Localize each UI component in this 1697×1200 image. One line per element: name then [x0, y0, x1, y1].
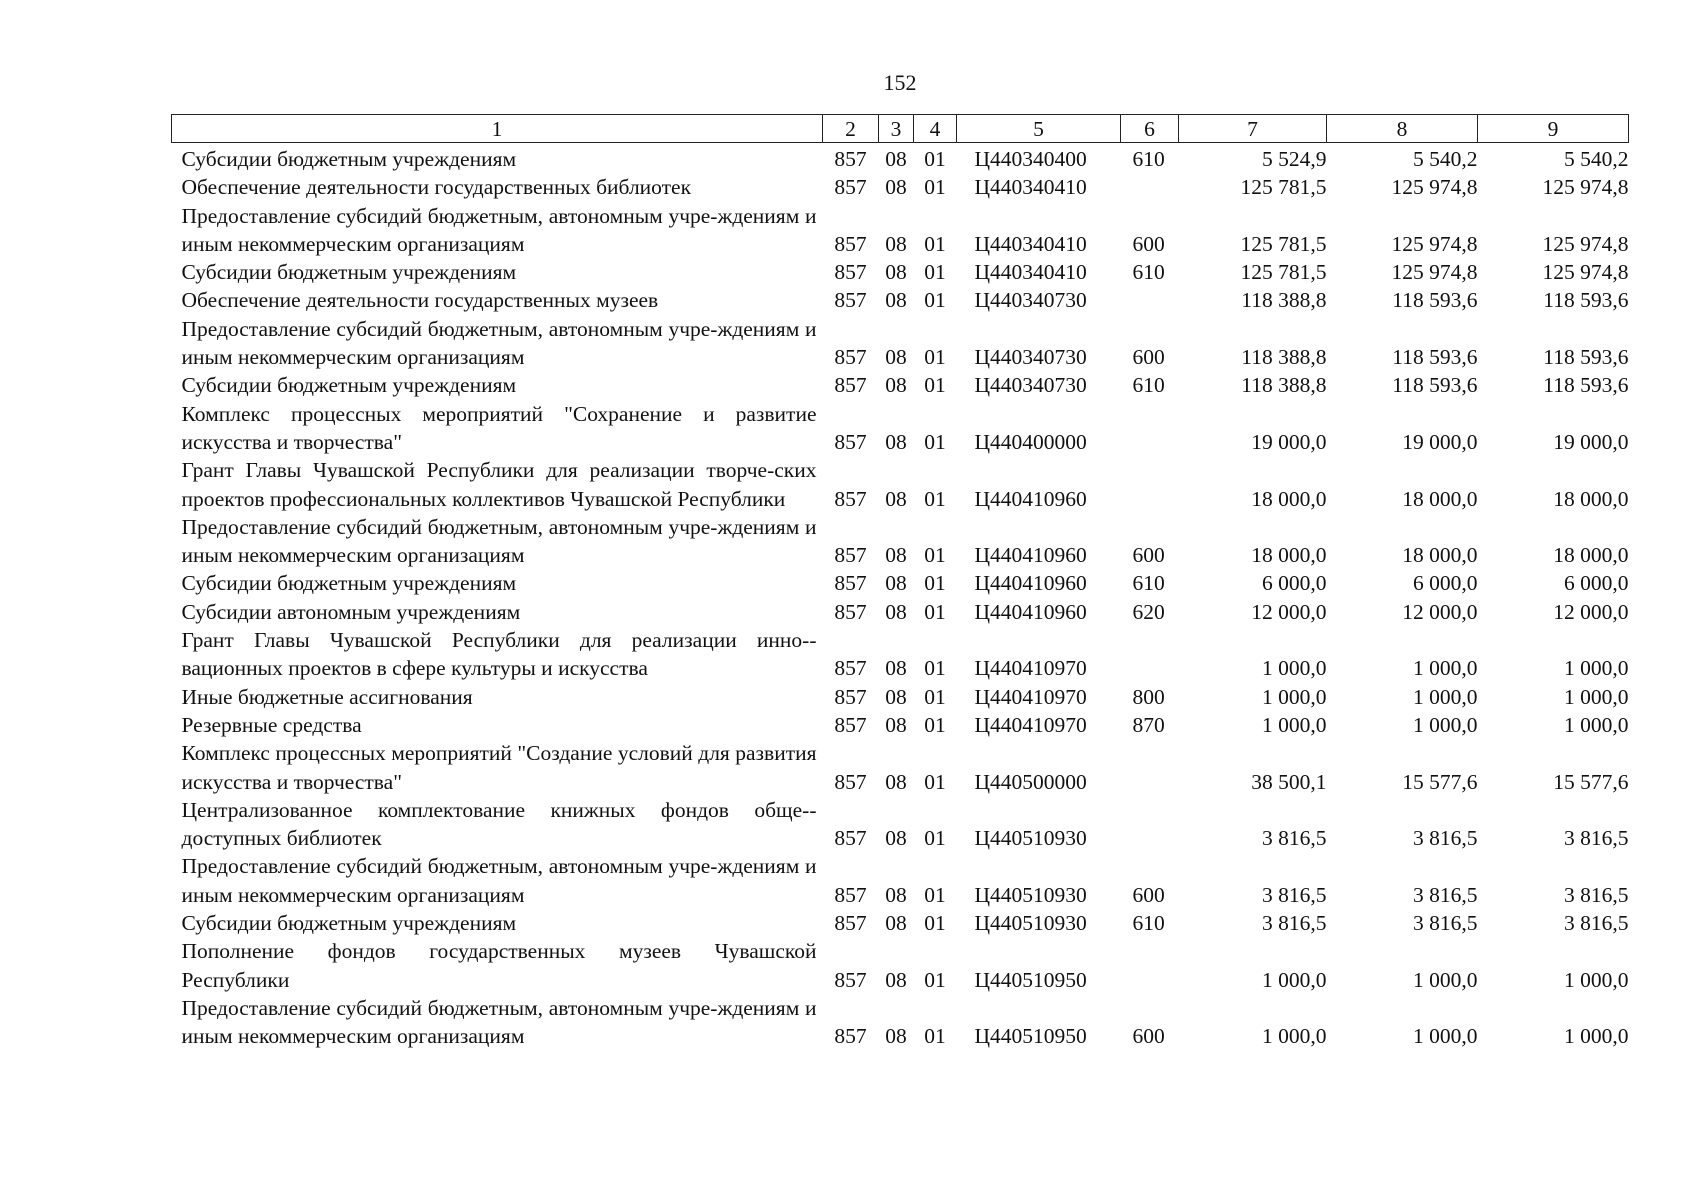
- subsection-code: 01: [924, 288, 946, 313]
- column-header-4: 4: [914, 115, 957, 143]
- amount-year-2: 3 816,5: [1413, 882, 1478, 907]
- grbs-code: 857: [834, 429, 867, 454]
- amount-year-3: 12 000,0: [1553, 599, 1629, 624]
- amount-year-2: 3 816,5: [1413, 826, 1478, 851]
- expense-type-code: 870: [1132, 712, 1165, 737]
- subsection-code: 01: [924, 882, 946, 907]
- amount-year-2: 1 000,0: [1413, 712, 1478, 737]
- amount-year-3: 5 540,2: [1564, 147, 1629, 171]
- column-header-3: 3: [879, 115, 914, 143]
- section-code: 08: [885, 543, 907, 568]
- amount-year-1: 3 816,5: [1262, 911, 1327, 936]
- expense-type-code: 610: [1132, 571, 1165, 596]
- section-code: 08: [885, 911, 907, 936]
- target-article-code: Ц440500000: [974, 769, 1087, 794]
- grbs-code: 857: [834, 826, 867, 851]
- amount-year-1: 12 000,0: [1251, 599, 1327, 624]
- row-name: Комплекс процессных мероприятий "Создание условий для развития искусства и творчества": [181, 741, 817, 794]
- amount-year-1: 18 000,0: [1251, 486, 1327, 511]
- grbs-code: 857: [834, 882, 867, 907]
- table-row: [172, 456, 1629, 513]
- amount-year-1: 3 816,5: [1262, 882, 1327, 907]
- amount-year-2: 1 000,0: [1413, 656, 1478, 681]
- table-row: [172, 796, 1629, 853]
- amount-year-1: 125 781,5: [1240, 175, 1327, 200]
- amount-year-3: 19 000,0: [1553, 429, 1629, 454]
- amount-year-1: 1 000,0: [1262, 712, 1327, 737]
- amount-year-3: 1 000,0: [1564, 684, 1629, 709]
- subsection-code: 01: [924, 345, 946, 370]
- table-row: [172, 315, 1629, 372]
- amount-year-1: 118 388,8: [1241, 345, 1327, 370]
- section-code: 08: [885, 656, 907, 681]
- subsection-code: 01: [924, 1024, 946, 1049]
- amount-year-1: 118 388,8: [1241, 373, 1327, 398]
- target-article-code: Ц440510930: [974, 882, 1087, 907]
- expense-type-code: [1121, 739, 1179, 796]
- row-name: Субсидии бюджетным учреждениям: [181, 373, 517, 398]
- grbs-code: 857: [834, 288, 867, 313]
- expense-type-code: 610: [1132, 373, 1165, 398]
- column-header-9: 9: [1478, 115, 1629, 143]
- subsection-code: 01: [924, 684, 946, 709]
- subsection-code: 01: [924, 712, 946, 737]
- expense-type-code: 600: [1132, 1024, 1165, 1049]
- amount-year-3: 3 816,5: [1564, 826, 1629, 851]
- expense-type-code: 620: [1132, 599, 1165, 624]
- target-article-code: Ц440510950: [974, 1024, 1087, 1049]
- amount-year-1: 1 000,0: [1262, 684, 1327, 709]
- target-article-code: Ц440410960: [974, 543, 1087, 568]
- target-article-code: Ц440340730: [974, 345, 1087, 370]
- target-article-code: Ц440340730: [974, 373, 1087, 398]
- budget-table: [171, 114, 1629, 1051]
- target-article-code: Ц440340410: [974, 260, 1087, 285]
- header-row: [172, 115, 1629, 143]
- grbs-code: 857: [834, 571, 867, 596]
- section-code: 08: [885, 429, 907, 454]
- target-article-code: Ц440410970: [974, 656, 1087, 681]
- amount-year-3: 18 000,0: [1553, 543, 1629, 568]
- subsection-code: 01: [924, 769, 946, 794]
- row-name: Субсидии бюджетным учреждениям: [181, 571, 517, 596]
- amount-year-2: 6 000,0: [1413, 571, 1478, 596]
- expense-type-code: 600: [1132, 543, 1165, 568]
- expense-type-code: 600: [1132, 231, 1165, 256]
- amount-year-3: 118 593,6: [1543, 288, 1629, 313]
- amount-year-2: 1 000,0: [1413, 684, 1478, 709]
- section-code: 08: [885, 147, 907, 171]
- section-code: 08: [885, 684, 907, 709]
- section-code: 08: [885, 826, 907, 851]
- subsection-code: 01: [924, 486, 946, 511]
- section-code: 08: [885, 175, 907, 200]
- amount-year-3: 1 000,0: [1564, 712, 1629, 737]
- expense-type-code: 800: [1132, 684, 1165, 709]
- expense-type-code: [1121, 937, 1179, 994]
- amount-year-1: 5 524,9: [1262, 147, 1327, 171]
- amount-year-2: 125 974,8: [1391, 175, 1478, 200]
- target-article-code: Ц440340400: [974, 147, 1087, 171]
- grbs-code: 857: [834, 712, 867, 737]
- amount-year-1: 18 000,0: [1251, 543, 1327, 568]
- target-article-code: Ц440410960: [974, 599, 1087, 624]
- section-code: 08: [885, 712, 907, 737]
- target-article-code: Ц440410970: [974, 684, 1087, 709]
- expense-type-code: [1121, 456, 1179, 513]
- row-name: Предоставление субсидий бюджетным, автономным учре-ждениям и иным некоммерческим организациям: [181, 514, 817, 568]
- target-article-code: Ц440510930: [974, 826, 1087, 851]
- expense-type-code: [1121, 796, 1179, 853]
- row-name: Субсидии бюджетным учреждениям: [181, 147, 517, 171]
- subsection-code: 01: [924, 656, 946, 681]
- amount-year-3: 125 974,8: [1542, 231, 1629, 256]
- amount-year-3: 125 974,8: [1542, 175, 1629, 200]
- target-article-code: Ц440410970: [974, 712, 1087, 737]
- row-name: Грант Главы Чувашской Республики для реализации инно-вационных проектов в сфере культуры и искусства: [181, 628, 817, 681]
- table-row: [172, 937, 1629, 994]
- subsection-code: 01: [924, 231, 946, 256]
- table-header: [172, 115, 1629, 143]
- amount-year-2: 18 000,0: [1402, 543, 1478, 568]
- subsection-code: 01: [924, 826, 946, 851]
- amount-year-2: 1 000,0: [1413, 967, 1478, 992]
- table-row: [172, 400, 1629, 457]
- section-code: 08: [885, 345, 907, 370]
- section-code: 08: [885, 231, 907, 256]
- amount-year-2: 118 593,6: [1392, 288, 1478, 313]
- row-name: Грант Главы Чувашской Республики для реализации творче-ских проектов профессиональных коллективов Чувашской Республики: [181, 458, 817, 511]
- section-code: 08: [885, 599, 907, 624]
- page-number: 152: [883, 70, 917, 95]
- subsection-code: 01: [924, 599, 946, 624]
- amount-year-1: 1 000,0: [1262, 1024, 1327, 1049]
- row-name: Предоставление субсидий бюджетным, автономным учре-ждениям и иным некоммерческим организациям: [181, 316, 817, 370]
- amount-year-3: 3 816,5: [1564, 911, 1629, 936]
- row-name: Субсидии бюджетным учреждениям: [181, 911, 517, 936]
- amount-year-2: 5 540,2: [1413, 147, 1478, 171]
- row-name: Предоставление субсидий бюджетным, автономным учре-ждениям и иным некоммерческим организациям: [181, 854, 817, 907]
- amount-year-1: 6 000,0: [1262, 571, 1327, 596]
- subsection-code: 01: [924, 967, 946, 992]
- table-row: [172, 258, 1629, 286]
- expense-type-code: [1121, 286, 1179, 314]
- expense-type-code: 610: [1132, 911, 1165, 936]
- column-header-7: 7: [1179, 115, 1327, 143]
- amount-year-3: 1 000,0: [1564, 656, 1629, 681]
- target-article-code: Ц440340410: [974, 175, 1087, 200]
- amount-year-2: 118 593,6: [1392, 345, 1478, 370]
- amount-year-1: 38 500,1: [1251, 769, 1327, 794]
- subsection-code: 01: [924, 260, 946, 285]
- subsection-code: 01: [924, 175, 946, 200]
- grbs-code: 857: [834, 656, 867, 681]
- amount-year-1: 19 000,0: [1251, 429, 1327, 454]
- expense-type-code: [1121, 173, 1179, 201]
- column-header-1: 1: [172, 115, 823, 143]
- expense-type-code: 600: [1132, 882, 1165, 907]
- expense-type-code: 610: [1132, 260, 1165, 285]
- section-code: 08: [885, 260, 907, 285]
- table-row: [172, 143, 1629, 174]
- expense-type-code: 600: [1132, 345, 1165, 370]
- amount-year-3: 1 000,0: [1564, 1024, 1629, 1049]
- row-name: Предоставление субсидий бюджетным, автономным учре-ждениям и иным некоммерческим организациям: [181, 995, 817, 1049]
- amount-year-2: 12 000,0: [1402, 599, 1478, 624]
- column-header-8: 8: [1327, 115, 1478, 143]
- amount-year-1: 1 000,0: [1262, 967, 1327, 992]
- column-header-5: 5: [957, 115, 1121, 143]
- amount-year-2: 3 816,5: [1413, 911, 1478, 936]
- expense-type-code: [1121, 400, 1179, 457]
- amount-year-1: 125 781,5: [1240, 260, 1327, 285]
- amount-year-2: 19 000,0: [1402, 429, 1478, 454]
- subsection-code: 01: [924, 429, 946, 454]
- row-name: Субсидии автономным учреждениям: [181, 599, 521, 624]
- table-body: [172, 143, 1629, 1051]
- row-name: Пополнение фондов государственных музеев Чувашской Республики: [181, 939, 817, 992]
- section-code: 08: [885, 571, 907, 596]
- amount-year-1: 1 000,0: [1262, 656, 1327, 681]
- table-row: [172, 994, 1629, 1051]
- grbs-code: 857: [834, 967, 867, 992]
- table-row: [172, 173, 1629, 201]
- section-code: 08: [885, 882, 907, 907]
- table-row: [172, 286, 1629, 314]
- amount-year-2: 18 000,0: [1402, 486, 1478, 511]
- row-name: Обеспечение деятельности государственных библиотек: [181, 175, 692, 200]
- grbs-code: 857: [834, 599, 867, 624]
- table-row: [172, 569, 1629, 597]
- section-code: 08: [885, 1024, 907, 1049]
- grbs-code: 857: [834, 486, 867, 511]
- amount-year-1: 125 781,5: [1240, 231, 1327, 256]
- column-header-6: 6: [1121, 115, 1179, 143]
- table-row: [172, 852, 1629, 909]
- amount-year-3: 118 593,6: [1543, 373, 1629, 398]
- table-row: [172, 626, 1629, 683]
- amount-year-3: 18 000,0: [1553, 486, 1629, 511]
- grbs-code: 857: [834, 175, 867, 200]
- section-code: 08: [885, 288, 907, 313]
- target-article-code: Ц440410960: [974, 486, 1087, 511]
- grbs-code: 857: [834, 231, 867, 256]
- table-row: [172, 739, 1629, 796]
- subsection-code: 01: [924, 543, 946, 568]
- section-code: 08: [885, 769, 907, 794]
- grbs-code: 857: [834, 911, 867, 936]
- amount-year-1: 3 816,5: [1262, 826, 1327, 851]
- grbs-code: 857: [834, 1024, 867, 1049]
- target-article-code: Ц440340730: [974, 288, 1087, 313]
- grbs-code: 857: [834, 684, 867, 709]
- table-row: [172, 513, 1629, 570]
- row-name: Обеспечение деятельности государственных музеев: [181, 288, 659, 313]
- row-name: Предоставление субсидий бюджетным, автономным учре-ждениям и иным некоммерческим организациям: [181, 203, 817, 256]
- amount-year-3: 1 000,0: [1564, 967, 1629, 992]
- expense-type-code: [1121, 626, 1179, 683]
- target-article-code: Ц440340410: [974, 231, 1087, 256]
- section-code: 08: [885, 373, 907, 398]
- grbs-code: 857: [834, 260, 867, 285]
- subsection-code: 01: [924, 147, 946, 171]
- section-code: 08: [885, 967, 907, 992]
- grbs-code: 857: [834, 769, 867, 794]
- row-name: Централизованное комплектование книжных фондов обще-доступных библиотек: [181, 797, 817, 851]
- subsection-code: 01: [924, 571, 946, 596]
- target-article-code: Ц440410960: [974, 571, 1087, 596]
- row-name: Иные бюджетные ассигнования: [181, 684, 473, 709]
- amount-year-3: 3 816,5: [1564, 882, 1629, 907]
- row-name: Субсидии бюджетным учреждениям: [181, 260, 517, 285]
- subsection-code: 01: [924, 911, 946, 936]
- target-article-code: Ц440510930: [974, 911, 1087, 936]
- table-row: [172, 598, 1629, 626]
- subsection-code: 01: [924, 373, 946, 398]
- column-header-2: 2: [823, 115, 879, 143]
- table-row: [172, 202, 1629, 259]
- row-name: Комплекс процессных мероприятий "Сохранение и развитие искусства и творчества": [181, 401, 817, 454]
- grbs-code: 857: [834, 373, 867, 398]
- amount-year-3: 6 000,0: [1564, 571, 1629, 596]
- row-name: Резервные средства: [181, 712, 362, 737]
- amount-year-2: 15 577,6: [1402, 769, 1478, 794]
- grbs-code: 857: [834, 345, 867, 370]
- amount-year-2: 125 974,8: [1391, 260, 1478, 285]
- amount-year-3: 125 974,8: [1542, 260, 1629, 285]
- section-code: 08: [885, 486, 907, 511]
- grbs-code: 857: [834, 543, 867, 568]
- grbs-code: 857: [834, 147, 867, 171]
- table-row: [172, 711, 1629, 739]
- amount-year-1: 118 388,8: [1241, 288, 1327, 313]
- table-row: [172, 371, 1629, 399]
- target-article-code: Ц440400000: [974, 429, 1087, 454]
- amount-year-2: 125 974,8: [1391, 231, 1478, 256]
- table-row: [172, 683, 1629, 711]
- amount-year-3: 15 577,6: [1553, 769, 1629, 794]
- amount-year-3: 118 593,6: [1543, 345, 1629, 370]
- target-article-code: Ц440510950: [974, 967, 1087, 992]
- table-row: [172, 909, 1629, 937]
- expense-type-code: 610: [1132, 147, 1165, 171]
- amount-year-2: 1 000,0: [1413, 1024, 1478, 1049]
- amount-year-2: 118 593,6: [1392, 373, 1478, 398]
